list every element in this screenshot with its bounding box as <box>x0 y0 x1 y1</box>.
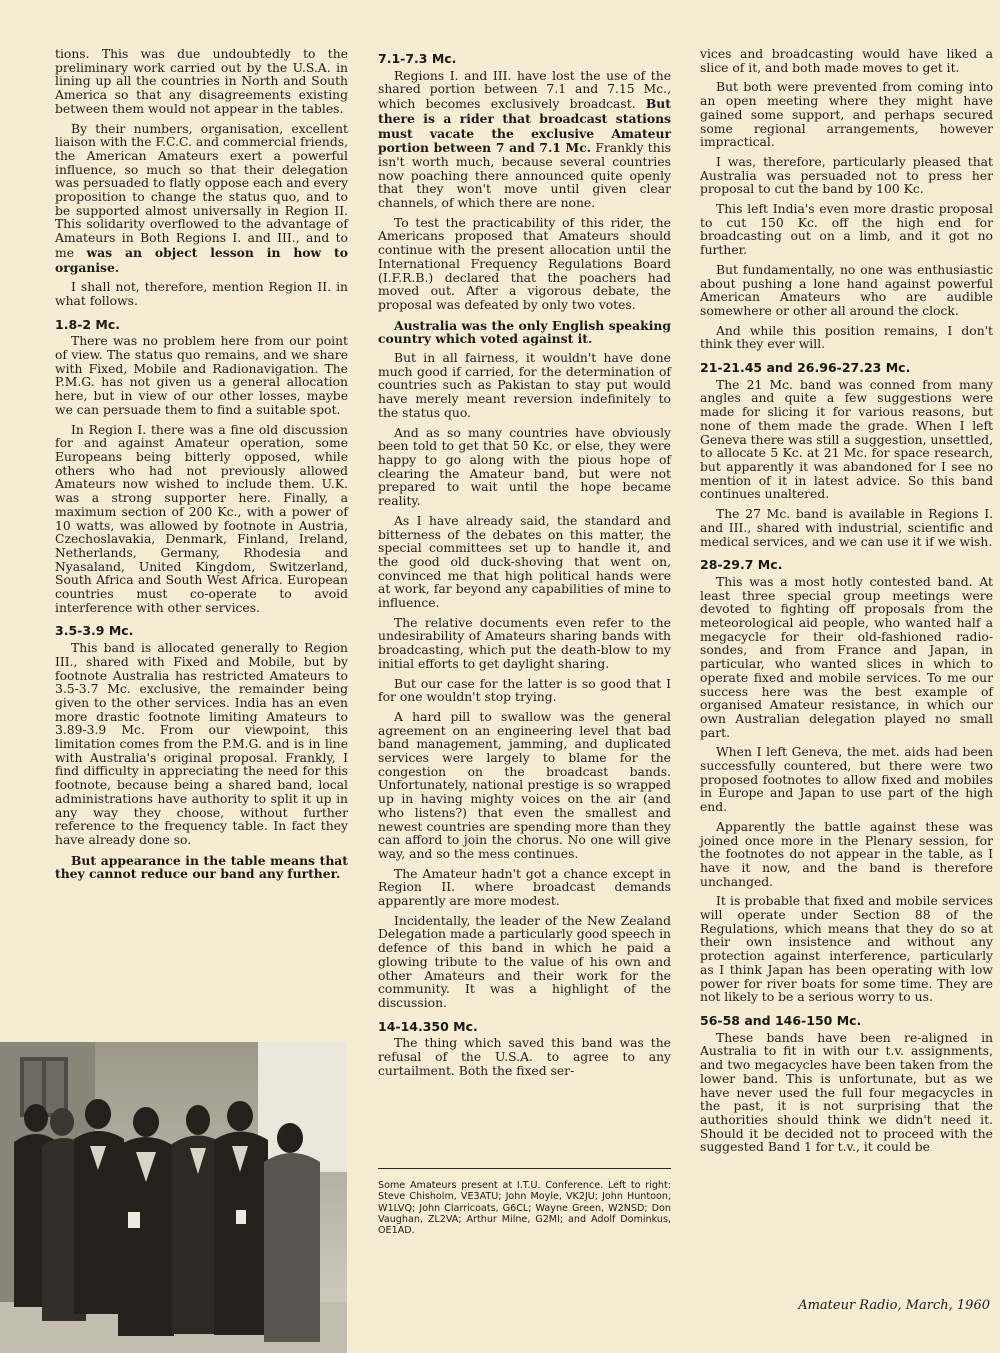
paragraph <box>55 123 348 276</box>
paragraph <box>378 70 671 211</box>
paragraph: vices and broadcasting would have liked a slice of it, and both made moves to get it. <box>700 47 993 75</box>
emphasis-paragraph: But appearance in the table means that they cannot reduce our band any further. <box>55 852 348 882</box>
paragraph: This left India's even more drastic proposal to cut 150 Kc. off the high end for broadcasting out on a limb, and it got no further. <box>700 202 993 258</box>
paragraph: I shall not, therefore, mention Region II. in what follows. <box>55 280 348 308</box>
paragraph: The relative documents even refer to the undesirability of Amateurs sharing bands with broadcasting, which put the death-blow to my initial efforts to get daylight sharing. <box>378 615 671 671</box>
paragraph: But in all fairness, it wouldn't have done much good if carried, for the determination of countries such as Pakistan to stay put would have merely meant reversion indefinitely to the status quo. <box>378 351 671 420</box>
paragraph: The 21 Mc. band was conned from many angles and quite a few suggestions were made for slicing it for various reasons, but none of them made the grade. When I left Geneva there was still a suggestion, unsettled, to allocate 5 Kc. at 21 Mc. for space research, but apparently it was abandoned for I see no mention of it in latest advice. So this band continues unaltered. <box>700 377 993 502</box>
paragraph: The Amateur hadn't got a chance except in Region II. where broadcast demands apparently are more modest. <box>378 866 671 909</box>
paragraph: And as so many countries have obviously been told to get that 50 Kc. or else, they were happy to go along with the pious hope of clearing the Amateur band, but were not prepared to wait until the hope became reality. <box>378 425 671 509</box>
emphasis-text: was an object lesson in how to organise. <box>55 244 348 275</box>
paragraph: But fundamentally, no one was enthusiastic about pushing a lone hand against powerful American Amateurs who are audible somewhere or other all around the clock. <box>700 262 993 318</box>
paragraph: This band is allocated generally to Region III., shared with Fixed and Mobile, but by footnote Australia has restricted Amateurs to 3.5-3.7 Mc. exclusive, the remainder being given to the other services. India has an even more drastic footnote limiting Amateurs to 3.89-3.9 Mc. From our viewpoint, this limitation comes from the P.M.G. and is in line with Australia's original proposal. Frankly, I find difficulty in appreciating the need for this footnote, because being a shared band, local administrations have authority to split it up in any way they choose, without further reference to the frequency table. In fact they have already done so. <box>55 641 348 847</box>
paragraph: Apparently the battle against these was joined once more in the Plenary session, for the footnotes do not appear in the table, as I have it now, and the band is therefore unchanged. <box>700 819 993 889</box>
paragraph: In Region I. there was a fine old discussion for and against Amateur operation, some Europeans being bitterly opposed, while others who had not previously allowed Amateurs now wished to include them. U.K. was a strong supporter here. Finally, a maximum section of 200 Kc., with a power of 10 watts, was allowed by footnote in Austria, Czechoslavakia, Denmark, Finland, Ireland, Netherlands, Germany, Rhodesia and Nyasaland, United Kingdom, Switzerland, South Africa and South West Africa. European countries must co-operate to avoid interference with other services. <box>55 422 348 615</box>
emphasis-text: But there is a rider that broadcast stations must vacate the exclusive Amateur portion between 7 and 7.1 Mc. <box>378 96 671 156</box>
section-heading-56-mc: 56-58 and 146-150 Mc. <box>700 1013 862 1028</box>
paragraph: The 27 Mc. band is available in Regions I. and III., shared with industrial, scientific and medical services, and we can use it if we wish. <box>700 507 993 549</box>
photo-caption: Some Amateurs present at I.T.U. Conference. Left to right: Steve Chisholm, VE3ATU; John Moyle, VK2JU; John Huntoon, W1LVQ; John Clarricoats, G6CL; Wayne Green, W2NSD; Don Vaughan, ZL2VA; Arthur Milne, G2MI; and Adolf Dominkus, OE1AD. <box>378 1180 671 1237</box>
text-column-3 <box>700 48 993 1161</box>
paragraph: These bands have been re-aligned in Australia to fit in with our t.v. assignments, and two megacycles have been taken from the lower band. This is unfortunate, but as we have never used the full four megacycles in the past, it is not surprising that the authorities should think we didn't need it. Should it be decided not to proceed with the suggested Band 1 for t.v., it could be <box>700 1030 993 1155</box>
paragraph: And while this position remains, I don't think they ever will. <box>700 323 993 352</box>
paragraph-text: By their numbers, organisation, excellent liaison with the F.C.C. and commercial friends, the American Amateurs exert a powerful influence, so much so that their delegation was persuaded to flatly oppose each and every proposition to change the status quo, and to be supported almost universally in Region II. This solidarity overflowed to the advantage of Amateurs in Both Regions I. and III., and to me <box>55 121 348 260</box>
text-column-2 <box>378 48 671 1085</box>
section-heading-28-mc: 28-29.7 Mc. <box>700 557 783 573</box>
paragraph: To test the practicability of this rider, the Americans proposed that Amateurs should continue with the present allocation until the International Frequency Regulations Board (I.F.R.B.) declared that the poachers had moved out. After a vigorous debate, the proposal was defeated by only two votes. <box>378 215 671 312</box>
group-photo <box>0 1042 347 1353</box>
paragraph: Incidentally, the leader of the New Zealand Delegation made a particularly good speech in defence of this band in which he paid a glowing tribute to the value of his own and other Amateurs and their work for the community. It was a highlight of the discussion. <box>378 913 671 1010</box>
paragraph: This was a most hotly contested band. At least three special group meetings were devoted to fighting off proposals from the meteorological aid people, who wanted half a megacycle for their old-fashioned radio-sondes, and from France and Japan, in particular, who wanted slices in which to operate fixed and mobile services. To me our success here was the best example of organised Amateur resistance, in which our own Australian delegation played no small part. <box>700 574 993 740</box>
section-heading-1-8-mc: 1.8-2 Mc. <box>55 316 120 332</box>
emphasis-paragraph: Australia was the only English speaking country which voted against it. <box>378 317 671 347</box>
caption-divider <box>378 1168 671 1169</box>
text-column-1 <box>55 48 348 887</box>
paragraph: But our case for the latter is so good that I for one wouldn't stop trying. <box>378 676 671 705</box>
paragraph: As I have already said, the standard and bitterness of the debates on this matter, the special committees set up to handle it, and the good old duck-shoving that went on, convinced me that high political hands were at work, far beyond any capabilities of mine to influence. <box>378 513 671 611</box>
section-heading-7-mc: 7.1-7.3 Mc. <box>378 51 457 66</box>
paragraph: When I left Geneva, the met. aids had been successfully countered, but there were two proposed footnotes to allow fixed and mobiles in Europe and Japan to use part of the high end. <box>700 745 993 815</box>
paragraph: tions. This was due undoubtedly to the preliminary work carried out by the U.S.A. in lining up all the countries in North and South America so that any disagreements existing between them would not appear in the tables. <box>55 47 348 116</box>
paragraph: I was, therefore, particularly pleased that Australia was persuaded not to press her proposal to cut the band by 100 Kc. <box>700 154 993 197</box>
paragraph-text: Regions I. and III. have lost the use of the shared portion between 7.1 and 7.15 Mc., which becomes exclusively broadcast. <box>378 68 671 112</box>
paragraph: There was no problem here from our point of view. The status quo remains, and we share with Fixed, Mobile and Radionavigation. The P.M.G. has not given us a general allocation here, but in view of our other losses, maybe we can persuade them to find a suitable spot. <box>55 334 348 417</box>
paragraph: It is probable that fixed and mobile services will operate under Section 88 of the Regulations, which means that they do so at their own insistence and without any protection against interference, particularly as I think Japan has been operating with low power for river boats for some time. They are not likely to be a serious worry to us. <box>700 894 993 1005</box>
section-heading-3-5-mc: 3.5-3.9 Mc. <box>55 623 134 639</box>
page-footer: Amateur Radio, March, 1960 <box>798 1298 990 1313</box>
group-photo-image <box>0 1042 347 1353</box>
paragraph: The thing which saved this band was the refusal of the U.S.A. to agree to any curtailment. Both the fixed ser- <box>378 1036 671 1078</box>
paragraph: A hard pill to swallow was the general agreement on an engineering level that bad band management, jamming, and duplicated services were largely to blame for the congestion on the broadcast bands. Unfortunately, national prestige is so wrapped up in having mighty voices on the air (and who listens?) that even the smallest and newest countries are spending more than they can afford to join the chorus. No one will give way, and so the mess continues. <box>378 709 671 861</box>
paragraph-text: Frankly this isn't worth much, because several countries now poaching there announced quite openly that they won't move until given clear channels, of which there are none. <box>378 141 671 211</box>
section-heading-14-mc: 14-14.350 Mc. <box>378 1018 478 1034</box>
section-heading-21-mc: 21-21.45 and 26.96-27.23 Mc. <box>700 360 911 376</box>
paragraph: But both were prevented from coming into an open meeting where they might have gained some support, and perhaps secured some regional arrangements, however impractical. <box>700 80 993 150</box>
